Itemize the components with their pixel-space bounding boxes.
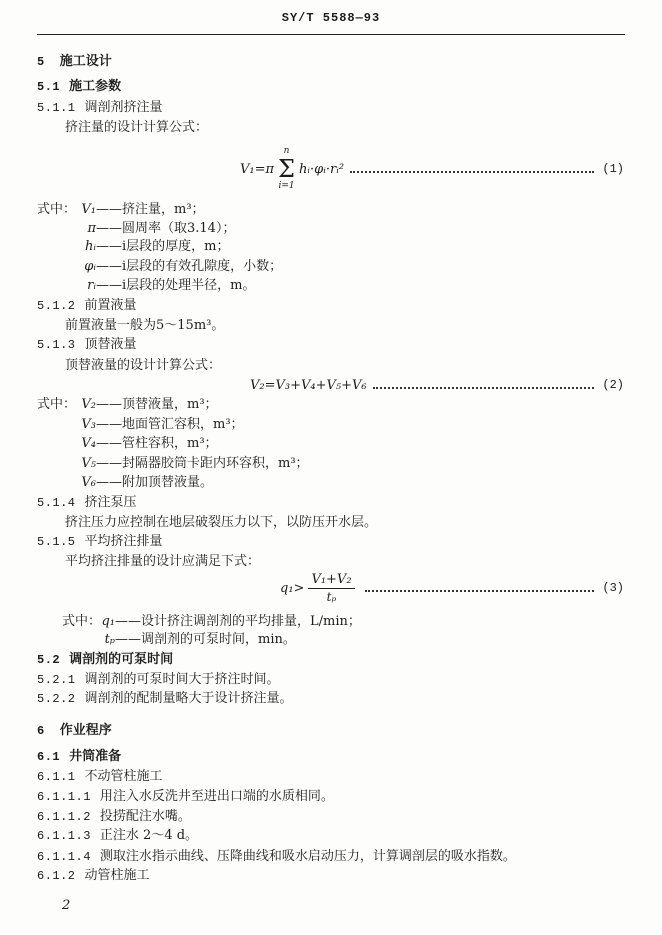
legend-row [62,614,361,630]
section-number: 5.1 [37,80,61,94]
legend-symbol: V₆ [81,475,96,490]
legend-symbol: V₅ [81,456,96,471]
clause-text: 测取注水指示曲线、压降曲线和吸水启动压力，计算调剖层的吸水指数。 [99,849,516,864]
legend-symbol: q₁ [101,614,115,629]
clause-6-1-1-1 [37,789,334,805]
where-label: 式中： [37,202,77,217]
formula-rhs: hᵢ·φᵢ·rᵢ² [299,161,345,177]
legend-symbol: V₄ [81,436,96,451]
section-title: 挤注泵压 [84,495,137,510]
section-number: 5 [37,55,45,69]
section-number: 6.1.2 [37,869,76,883]
formula-lhs: q₁> [280,580,305,596]
section-title: 施工设计 [59,54,112,69]
section-5-2-heading [37,652,173,668]
legend-description: ——挤注量，m³； [96,202,205,217]
section-6-1-2-heading [37,868,150,884]
header-rule [37,34,625,35]
section-title: 平均挤注排量 [84,534,163,549]
fraction [308,572,354,605]
section-5-1-heading [37,79,121,95]
legend-row [37,278,256,294]
legend-row [37,456,309,472]
section-5-1-3-heading [37,337,137,353]
paragraph: 挤注量的设计计算公式： [65,120,209,135]
section-6-1-heading [37,749,121,765]
clause-text: 调剖剂的配制量略大于设计挤注量。 [84,691,293,706]
legend-description: ——封隔器胶筒卡距内环容积，m³； [96,456,309,471]
section-number: 5.1.2 [37,299,76,313]
legend-description: ——附加顶替液量。 [96,475,214,490]
legend-description: ——i层段的处理半径，m。 [96,278,256,293]
section-title: 顶替液量 [84,337,137,352]
section-title: 不动管柱施工 [84,769,163,784]
where-label: 式中： [62,614,102,629]
section-5-1-4-heading [37,495,137,511]
section-number: 6 [37,724,45,738]
summation [278,147,295,191]
legend-row [37,436,218,452]
section-title: 作业程序 [59,723,112,738]
section-number: 6.1.1.1 [37,790,91,804]
legend-row [37,239,230,255]
legend-description: ——地面管汇容积，m³； [96,417,244,432]
section-title: 前置液量 [84,298,137,313]
paragraph: 挤注压力应控制在地层破裂压力以下，以防压开水层。 [65,515,378,530]
clause-5-2-2 [37,691,293,707]
section-number: 5.1.3 [37,338,76,352]
section-title: 施工参数 [69,79,122,94]
clause-6-1-1-3 [37,828,198,844]
legend-row [37,397,218,413]
section-number: 5.1.5 [37,535,76,549]
section-number: 6.1.1 [37,770,76,784]
section-number: 5.2.2 [37,692,76,706]
section-title: 井筒准备 [69,749,122,764]
legend-symbol: tₚ [104,632,115,647]
clause-text: 用注入水反洗井至进出口端的水质相同。 [99,789,334,804]
formula-2 [250,377,624,393]
section-5-1-5-heading [37,534,163,550]
fraction-denominator: tₚ [326,589,337,604]
section-number: 6.1.1.3 [37,829,91,843]
clause-6-1-1-2 [37,809,191,825]
fraction-numerator: V₁+V₂ [308,572,354,589]
where-label: 式中： [37,397,77,412]
section-number: 6.1.1.4 [37,850,91,864]
legend-row [37,259,282,275]
section-title: 动管柱施工 [84,868,150,883]
legend-row [62,632,296,648]
legend-description: ——i层段的厚度，m； [96,239,230,254]
section-6-1-1-heading [37,769,163,785]
section-number: 5.1.4 [37,496,76,510]
formula-lhs: V₁=π [240,161,275,177]
legend-symbol: V₃ [81,417,96,432]
legend-symbol: π [87,221,96,236]
sum-lower-limit: i=1 [278,181,295,191]
legend-description: ——圆周率（取3.14）； [96,221,236,236]
legend-symbol: V₂ [81,397,96,412]
legend-description: ——i层段的有效孔隙度，小数； [96,259,283,274]
dot-leader [373,387,595,389]
section-number: 5.2.1 [37,673,76,687]
equation-number: (3) [602,581,624,595]
equation-number: (2) [602,378,624,392]
section-number: 6.1 [37,750,61,764]
section-6-heading [37,723,112,739]
legend-symbol: V₁ [81,202,96,217]
legend-description: ——管柱容积，m³； [96,436,218,451]
clause-6-1-1-4 [37,849,516,865]
clause-text: 正注水 2～4 d。 [99,828,199,843]
clause-text: 调剖剂的可泵时间大于挤注时间。 [84,672,280,687]
sum-upper-limit: n [283,146,290,156]
paragraph: 平均挤注排量的设计应满足下式： [65,554,261,569]
legend-description: ——顶替液量，m³； [96,397,218,412]
formula-expression: V₂=V₃+V₄+V₅+V₆ [250,377,367,393]
legend-row [37,221,235,237]
section-title: 调剖剂的可泵时间 [69,652,174,667]
clause-text: 投捞配注水嘴。 [99,809,191,824]
section-5-1-1-heading [37,100,163,116]
section-5-heading [37,54,112,70]
legend-symbol: φᵢ [84,259,96,274]
paragraph: 前置液量一般为5～15m³。 [65,318,225,333]
sigma-symbol: Σ [278,155,296,183]
section-title: 调剖剂挤注量 [84,100,163,115]
equation-number: (1) [602,162,624,176]
dot-leader [350,171,594,173]
legend-description: ——调剖剂的可泵时间，min。 [115,632,296,647]
dot-leader [365,590,595,592]
paragraph: 顶替液量的设计计算公式： [65,358,222,373]
clause-5-2-1 [37,672,280,688]
legend-symbol: hᵢ [85,239,96,254]
legend-description: ——设计挤注调剖剂的平均排量，L/min； [115,614,361,629]
section-number: 5.2 [37,653,61,667]
section-number: 5.1.1 [37,101,76,115]
section-number: 6.1.1.2 [37,810,91,824]
legend-row [37,202,205,218]
legend-symbol: rᵢ [87,278,96,293]
legend-row [37,417,244,433]
standard-code-header: SY/T 5588—93 [281,11,381,25]
formula-3 [280,571,624,605]
page-number: 2 [62,898,71,913]
formula-1 [240,145,624,193]
legend-row [37,475,213,491]
section-5-1-2-heading [37,298,137,314]
